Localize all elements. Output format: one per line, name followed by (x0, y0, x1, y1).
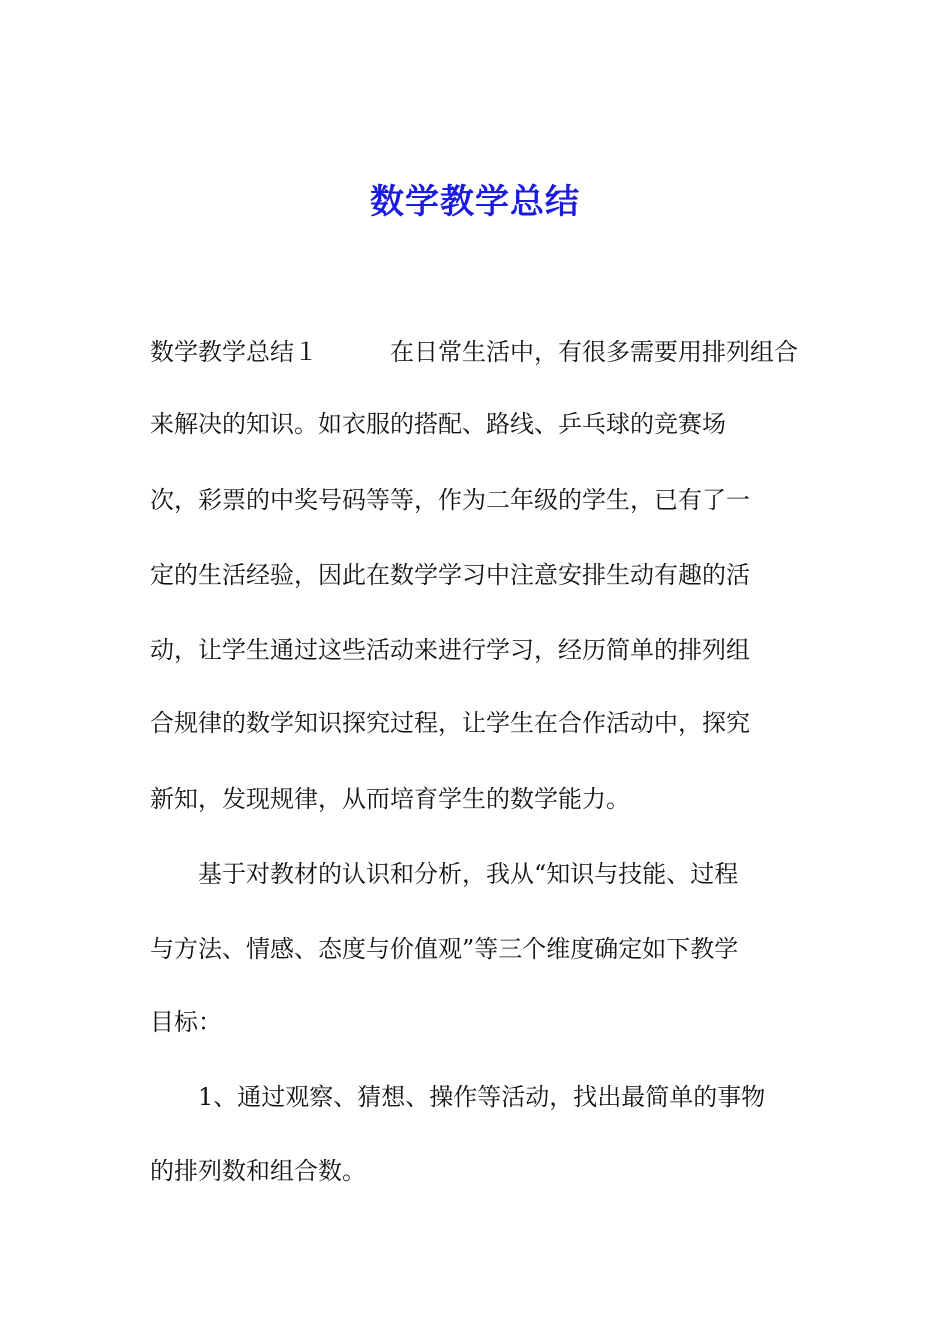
text-line: 基于对教材的认识和分析，我从“知识与技能、过程 (150, 860, 739, 888)
text-line: 来解决的知识。如衣服的搭配、路线、乒乓球的竞赛场 (150, 410, 726, 438)
text-line: 定的生活经验，因此在数学学习中注意安排生动有趣的活 (150, 561, 750, 589)
text-line: 数学教学总结１ 在日常生活中，有很多需要用排列组合 (150, 338, 798, 366)
text-line: 合规律的数学知识探究过程，让学生在合作活动中，探究 (150, 709, 750, 737)
document-title: 数学教学总结 (370, 182, 580, 222)
text-line: 目标： (150, 1008, 222, 1036)
text-line: 次，彩票的中奖号码等等，作为二年级的学生，已有了一 (150, 486, 750, 514)
text-line: 新知，发现规律，从而培育学生的数学能力。 (150, 785, 630, 813)
text-line: 与方法、情感、态度与价值观”等三个维度确定如下教学 (150, 935, 739, 963)
text-line: 1、通过观察、猜想、操作等活动，找出最简单的事物 (150, 1083, 766, 1111)
text-line: 的排列数和组合数。 (150, 1157, 366, 1185)
text-line: 动，让学生通过这些活动来进行学习，经历简单的排列组 (150, 636, 750, 664)
